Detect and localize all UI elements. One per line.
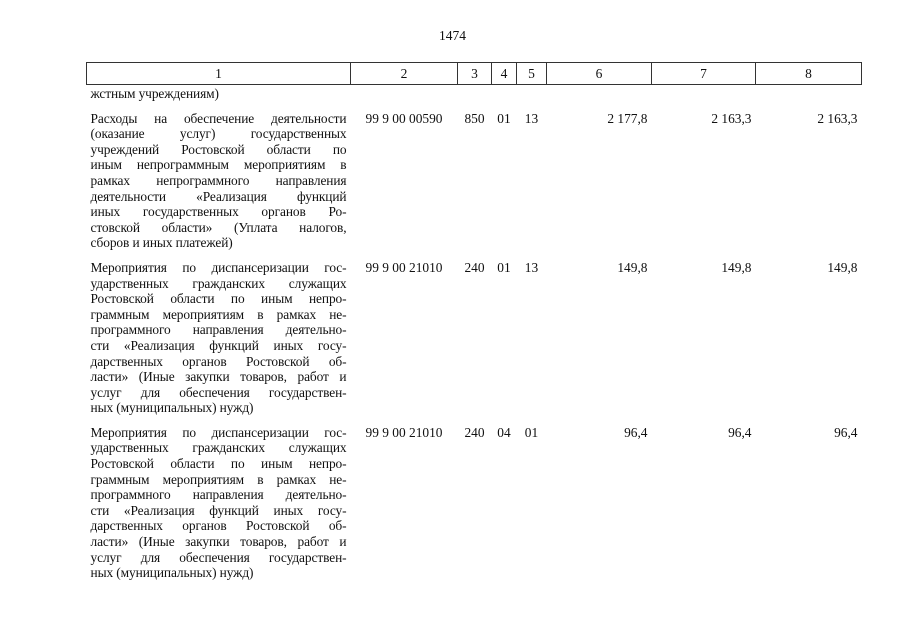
column-header-3: 3: [458, 63, 492, 85]
amount-year-2: 96,4: [728, 424, 752, 440]
amount-year-2: 2 163,3: [711, 110, 752, 126]
description-line: ласти» (Иные закупки товаров, работ и: [90, 534, 347, 550]
description-line: дарственных органов Ростовской об-: [90, 353, 347, 369]
target-article-code: 99 9 00 00590: [365, 110, 443, 126]
expense-type-code: 240: [464, 259, 485, 275]
column-header-6: 6: [547, 63, 652, 85]
table-row: [87, 416, 862, 581]
amount-year-3: 96,4: [834, 424, 858, 440]
amount-year-1: 96,4: [624, 424, 648, 440]
continuation-text: жстным учреждениям): [90, 86, 219, 101]
description-line: Ростовской области по иным непро-: [90, 456, 347, 472]
description-line: ударственных гражданских служащих: [90, 440, 347, 456]
description-line: услуг для обеспечения государствен-: [90, 549, 347, 565]
description-line: Мероприятия по диспансеризации гос-: [90, 259, 347, 275]
budget-table: [86, 62, 862, 581]
continuation-row: [87, 85, 862, 102]
description-line: услуг для обеспечения государствен-: [90, 384, 347, 400]
column-header-7: 7: [652, 63, 756, 85]
column-header-8: 8: [756, 63, 862, 85]
description-line: программного направления деятельно-: [90, 322, 347, 338]
description-line: стовской области» (Уплата налогов,: [90, 219, 347, 235]
subsection-code: 13: [524, 259, 539, 275]
description-line: ных (муниципальных) нужд): [90, 400, 254, 416]
table-row: [87, 102, 862, 251]
column-header-4: 4: [492, 63, 517, 85]
description-line: сти «Реализация функций иных госу-: [90, 337, 347, 353]
subsection-code: 01: [524, 424, 539, 440]
description-line: граммным мероприятиям в рамках не-: [90, 471, 347, 487]
expense-type-code: 850: [464, 110, 485, 126]
description-line: (оказание услуг) государственных: [90, 126, 347, 142]
amount-year-1: 2 177,8: [607, 110, 648, 126]
column-header-1: 1: [87, 63, 351, 85]
description-line: Расходы на обеспечение деятельности: [90, 110, 347, 126]
description-line: ласти» (Иные закупки товаров, работ и: [90, 369, 347, 385]
column-header-2: 2: [351, 63, 458, 85]
description-line: Ростовской области по иным непро-: [90, 291, 347, 307]
description-line: ударственных гражданских служащих: [90, 275, 347, 291]
description-line: граммным мероприятиям в рамках не-: [90, 306, 347, 322]
section-code: 01: [497, 110, 511, 126]
description-line: иным непрограммным мероприятиям в: [90, 157, 347, 173]
subsection-code: 13: [524, 110, 539, 126]
description-line: учреждений Ростовской области по: [90, 141, 347, 157]
amount-year-2: 149,8: [721, 259, 752, 275]
description-line: дарственных органов Ростовской об-: [90, 518, 347, 534]
page-number: 1474: [439, 28, 466, 43]
row-description: [87, 102, 351, 251]
amount-year-3: 149,8: [827, 259, 858, 275]
target-article-code: 99 9 00 21010: [365, 259, 443, 275]
table-row: [87, 251, 862, 416]
description-line: ных (муниципальных) нужд): [90, 565, 254, 581]
description-line: сти «Реализация функций иных госу-: [90, 502, 347, 518]
amount-year-1: 149,8: [617, 259, 648, 275]
table-header-row: [87, 63, 862, 85]
section-code: 04: [497, 424, 511, 440]
target-article-code: 99 9 00 21010: [365, 424, 443, 440]
amount-year-3: 2 163,3: [817, 110, 858, 126]
row-description: [87, 416, 351, 581]
description-line: Мероприятия по диспансеризации гос-: [90, 424, 347, 440]
row-description: [87, 251, 351, 416]
expense-type-code: 240: [464, 424, 485, 440]
description-line: иных государственных органов Ро-: [90, 204, 347, 220]
section-code: 01: [497, 259, 511, 275]
description-line: рамках непрограммного направления: [90, 172, 347, 188]
description-line: сборов и иных платежей): [90, 235, 233, 251]
description-line: деятельности «Реализация функций: [90, 188, 347, 204]
description-line: программного направления деятельно-: [90, 487, 347, 503]
column-header-5: 5: [517, 63, 547, 85]
